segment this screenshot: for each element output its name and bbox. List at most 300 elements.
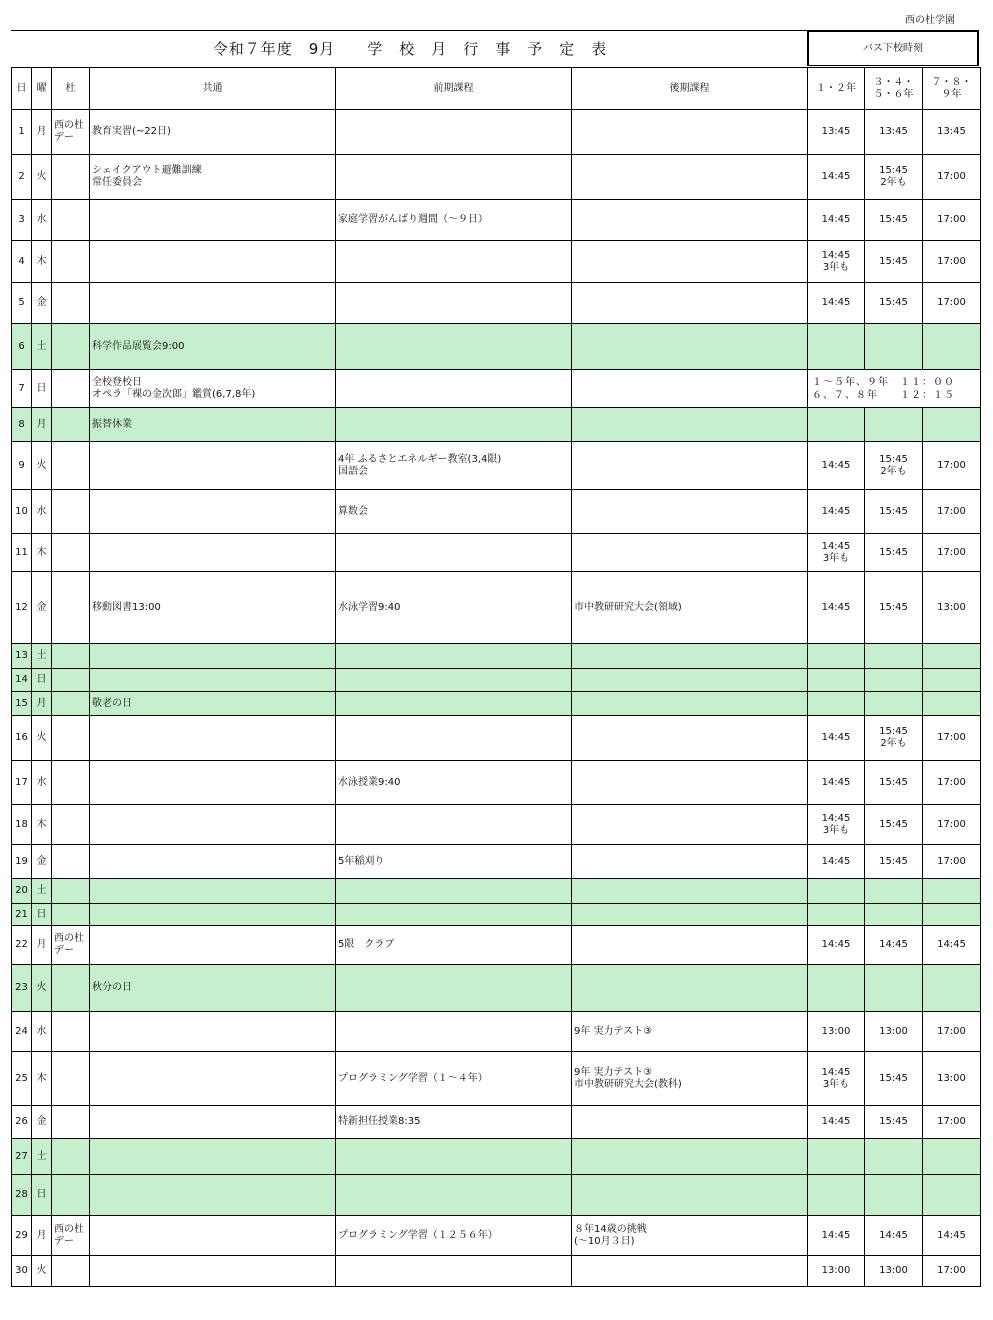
cell-common	[90, 761, 336, 805]
cell-day: 21	[12, 904, 32, 926]
cell-time-grade-1-2	[808, 692, 865, 716]
cell-kouki	[572, 110, 808, 155]
table-row	[12, 1052, 981, 1106]
cell-time-grade-7-9: 17:00	[923, 534, 981, 572]
cell-time-grade-1-2: 14:45	[808, 761, 865, 805]
cell-zenki	[336, 965, 572, 1012]
cell-mori	[52, 879, 90, 904]
cell-time-grade-1-2	[808, 965, 865, 1012]
cell-zenki: 4年 ふるさとエネルギー教室(3,4限) 国語会	[336, 442, 572, 490]
cell-zenki	[336, 904, 572, 926]
cell-kouki	[572, 1175, 808, 1216]
cell-time-grade-3-6: 15:45	[865, 283, 923, 324]
cell-time-grade-7-9: 17:00	[923, 283, 981, 324]
cell-time-grade-7-9: 17:00	[923, 155, 981, 200]
cell-time-grade-1-2: 14:45	[808, 490, 865, 534]
cell-mori	[52, 644, 90, 669]
table-row	[12, 644, 981, 669]
cell-zenki: プログラミング学習（１～４年）	[336, 1052, 572, 1106]
cell-zenki	[336, 1012, 572, 1052]
cell-dow: 月	[32, 110, 52, 155]
cell-mori	[52, 442, 90, 490]
cell-dow: 月	[32, 926, 52, 965]
cell-time-grade-7-9: 17:00	[923, 716, 981, 761]
cell-dow: 水	[32, 1012, 52, 1052]
cell-common: シェイクアウト避難訓練 常任委員会	[90, 155, 336, 200]
cell-day: 15	[12, 692, 32, 716]
col-grade-1-2: １・２年	[808, 68, 865, 110]
cell-dow: 金	[32, 283, 52, 324]
cell-time-grade-3-6: 14:45	[865, 1216, 923, 1256]
schedule-table	[11, 67, 981, 1287]
cell-time-grade-7-9: 17:00	[923, 490, 981, 534]
col-dow: 曜	[32, 68, 52, 110]
cell-time-grade-1-2: 14:45	[808, 572, 865, 644]
cell-dow: 水	[32, 761, 52, 805]
cell-kouki	[572, 669, 808, 692]
cell-common	[90, 716, 336, 761]
cell-common	[90, 1216, 336, 1256]
cell-common	[90, 283, 336, 324]
cell-kouki: ８年14歳の挑戦 (～10月３日)	[572, 1216, 808, 1256]
cell-common	[90, 904, 336, 926]
cell-kouki	[572, 1256, 808, 1287]
cell-time-grade-1-2: 14:45	[808, 442, 865, 490]
cell-common	[90, 1175, 336, 1216]
table-row	[12, 110, 981, 155]
cell-time-grade-7-9	[923, 965, 981, 1012]
cell-common	[90, 534, 336, 572]
cell-common	[90, 1256, 336, 1287]
table-row	[12, 761, 981, 805]
cell-common	[90, 644, 336, 669]
cell-common	[90, 490, 336, 534]
cell-dow: 火	[32, 442, 52, 490]
cell-time-grade-3-6: 14:45	[865, 926, 923, 965]
cell-day: 22	[12, 926, 32, 965]
cell-kouki	[572, 761, 808, 805]
cell-common	[90, 669, 336, 692]
cell-time-grade-1-2	[808, 1175, 865, 1216]
cell-day: 25	[12, 1052, 32, 1106]
cell-common	[90, 200, 336, 241]
cell-time-grade-3-6	[865, 1139, 923, 1175]
cell-time-grade-3-6	[865, 879, 923, 904]
cell-day: 29	[12, 1216, 32, 1256]
table-row	[12, 926, 981, 965]
cell-day: 14	[12, 669, 32, 692]
cell-kouki	[572, 200, 808, 241]
cell-time-grade-3-6: 15:45 2年も	[865, 442, 923, 490]
cell-zenki: プログラミング学習（１２５６年）	[336, 1216, 572, 1256]
cell-bus-time: １～５年、９年 １１：００ ６、７、８年 １２：１５	[808, 370, 981, 408]
cell-mori	[52, 324, 90, 370]
cell-mori	[52, 534, 90, 572]
cell-dow: 火	[32, 716, 52, 761]
cell-day: 6	[12, 324, 32, 370]
cell-zenki	[336, 155, 572, 200]
cell-time-grade-1-2: 14:45	[808, 1106, 865, 1139]
cell-zenki: 家庭学習がんばり週間（～９日）	[336, 200, 572, 241]
cell-time-grade-7-9	[923, 879, 981, 904]
cell-common	[90, 1012, 336, 1052]
cell-time-grade-7-9: 13:00	[923, 1052, 981, 1106]
cell-time-grade-3-6: 15:45	[865, 200, 923, 241]
bus-time-header: バス下校時刻	[807, 30, 979, 66]
cell-time-grade-1-2: 14:45	[808, 155, 865, 200]
cell-zenki	[336, 408, 572, 442]
table-row	[12, 1216, 981, 1256]
cell-time-grade-7-9: 17:00	[923, 1012, 981, 1052]
table-row	[12, 1256, 981, 1287]
table-row	[12, 442, 981, 490]
cell-mori	[52, 1012, 90, 1052]
cell-dow: 金	[32, 845, 52, 879]
col-kouki: 後期課程	[572, 68, 808, 110]
cell-kouki	[572, 1106, 808, 1139]
cell-zenki: 特新担任授業8:35	[336, 1106, 572, 1139]
cell-kouki	[572, 805, 808, 845]
cell-common	[90, 241, 336, 283]
cell-kouki	[572, 324, 808, 370]
cell-mori	[52, 490, 90, 534]
cell-day: 26	[12, 1106, 32, 1139]
cell-dow: 火	[32, 155, 52, 200]
cell-dow: 火	[32, 1256, 52, 1287]
cell-time-grade-1-2	[808, 669, 865, 692]
cell-time-grade-3-6: 15:45	[865, 805, 923, 845]
cell-mori	[52, 1052, 90, 1106]
cell-dow: 金	[32, 572, 52, 644]
cell-zenki	[336, 324, 572, 370]
cell-dow: 日	[32, 1175, 52, 1216]
cell-day: 12	[12, 572, 32, 644]
cell-mori	[52, 1256, 90, 1287]
cell-day: 30	[12, 1256, 32, 1287]
cell-kouki	[572, 926, 808, 965]
cell-time-grade-1-2: 14:45 3年も	[808, 805, 865, 845]
table-row	[12, 490, 981, 534]
cell-kouki	[572, 241, 808, 283]
cell-time-grade-3-6: 15:45	[865, 1052, 923, 1106]
cell-time-grade-3-6	[865, 1175, 923, 1216]
cell-common	[90, 805, 336, 845]
cell-zenki	[336, 1139, 572, 1175]
cell-kouki	[572, 845, 808, 879]
cell-dow: 土	[32, 324, 52, 370]
cell-time-grade-7-9	[923, 408, 981, 442]
cell-time-grade-1-2: 14:45	[808, 1216, 865, 1256]
cell-common: 秋分の日	[90, 965, 336, 1012]
cell-dow: 月	[32, 692, 52, 716]
table-row	[12, 879, 981, 904]
cell-common: 振替休業	[90, 408, 336, 442]
cell-time-grade-7-9: 13:45	[923, 110, 981, 155]
cell-time-grade-1-2: 14:45 3年も	[808, 1052, 865, 1106]
page-title: 令和７年度 9月 学 校 月 行 事 予 定 表	[212, 40, 608, 58]
cell-time-grade-7-9: 17:00	[923, 845, 981, 879]
cell-dow: 日	[32, 669, 52, 692]
cell-day: 9	[12, 442, 32, 490]
cell-day: 27	[12, 1139, 32, 1175]
cell-time-grade-1-2: 13:00	[808, 1256, 865, 1287]
cell-kouki	[572, 879, 808, 904]
cell-mori	[52, 200, 90, 241]
table-row	[12, 716, 981, 761]
cell-time-grade-7-9: 17:00	[923, 442, 981, 490]
cell-time-grade-1-2	[808, 644, 865, 669]
col-grade-7-9: ７・８・ ９年	[923, 68, 981, 110]
cell-day: 5	[12, 283, 32, 324]
cell-mori: 西の杜 デー	[52, 1216, 90, 1256]
col-grade-3-6: ３・４・ ５・６年	[865, 68, 923, 110]
cell-zenki: 水泳学習9:40	[336, 572, 572, 644]
cell-time-grade-7-9: 17:00	[923, 1106, 981, 1139]
col-day: 日	[12, 68, 32, 110]
cell-mori: 西の杜 デー	[52, 110, 90, 155]
cell-dow: 日	[32, 904, 52, 926]
cell-common	[90, 1052, 336, 1106]
cell-common: 移動図書13:00	[90, 572, 336, 644]
cell-time-grade-7-9: 17:00	[923, 241, 981, 283]
cell-mori	[52, 1106, 90, 1139]
cell-day: 1	[12, 110, 32, 155]
cell-time-grade-3-6	[865, 644, 923, 669]
cell-day: 4	[12, 241, 32, 283]
cell-zenki: 算数会	[336, 490, 572, 534]
cell-mori	[52, 805, 90, 845]
cell-time-grade-3-6: 13:00	[865, 1256, 923, 1287]
cell-time-grade-1-2: 14:45	[808, 926, 865, 965]
cell-day: 23	[12, 965, 32, 1012]
cell-zenki	[336, 1175, 572, 1216]
cell-time-grade-1-2: 14:45	[808, 200, 865, 241]
cell-time-grade-7-9: 14:45	[923, 1216, 981, 1256]
table-row	[12, 408, 981, 442]
cell-time-grade-1-2	[808, 904, 865, 926]
table-row	[12, 324, 981, 370]
cell-time-grade-3-6: 15:45	[865, 241, 923, 283]
cell-zenki	[336, 283, 572, 324]
cell-time-grade-3-6	[865, 408, 923, 442]
col-common: 共通	[90, 68, 336, 110]
cell-time-grade-1-2: 14:45 3年も	[808, 534, 865, 572]
cell-common: 敬老の日	[90, 692, 336, 716]
cell-kouki	[572, 534, 808, 572]
cell-mori	[52, 669, 90, 692]
cell-time-grade-7-9: 14:45	[923, 926, 981, 965]
cell-time-grade-7-9	[923, 1175, 981, 1216]
cell-time-grade-3-6: 13:00	[865, 1012, 923, 1052]
cell-time-grade-7-9: 17:00	[923, 200, 981, 241]
table-row	[12, 1175, 981, 1216]
table-row	[12, 200, 981, 241]
cell-zenki	[336, 534, 572, 572]
cell-kouki	[572, 965, 808, 1012]
cell-dow: 木	[32, 1052, 52, 1106]
cell-time-grade-7-9	[923, 644, 981, 669]
cell-zenki	[336, 692, 572, 716]
cell-time-grade-3-6	[865, 669, 923, 692]
cell-dow: 火	[32, 965, 52, 1012]
cell-day: 2	[12, 155, 32, 200]
cell-kouki: 9年 実力テスト③ 市中教研研究大会(教科)	[572, 1052, 808, 1106]
cell-day: 16	[12, 716, 32, 761]
cell-dow: 水	[32, 490, 52, 534]
cell-dow: 月	[32, 408, 52, 442]
cell-time-grade-7-9: 13:00	[923, 572, 981, 644]
cell-time-grade-1-2	[808, 408, 865, 442]
cell-time-grade-3-6	[865, 324, 923, 370]
cell-mori	[52, 1175, 90, 1216]
cell-common	[90, 926, 336, 965]
cell-mori	[52, 155, 90, 200]
cell-time-grade-1-2: 14:45	[808, 845, 865, 879]
table-row	[12, 1106, 981, 1139]
cell-kouki	[572, 716, 808, 761]
cell-dow: 日	[32, 370, 52, 408]
table-row	[12, 1012, 981, 1052]
cell-time-grade-3-6: 13:45	[865, 110, 923, 155]
table-row	[12, 241, 981, 283]
cell-dow: 木	[32, 241, 52, 283]
cell-day: 3	[12, 200, 32, 241]
cell-time-grade-7-9	[923, 1139, 981, 1175]
cell-mori	[52, 408, 90, 442]
cell-common: 科学作品展覧会9:00	[90, 324, 336, 370]
cell-dow: 土	[32, 1139, 52, 1175]
cell-time-grade-1-2: 13:00	[808, 1012, 865, 1052]
cell-time-grade-1-2	[808, 879, 865, 904]
cell-time-grade-1-2: 13:45	[808, 110, 865, 155]
cell-day: 7	[12, 370, 32, 408]
cell-day: 10	[12, 490, 32, 534]
table-row	[12, 965, 981, 1012]
cell-time-grade-3-6: 15:45	[865, 845, 923, 879]
cell-time-grade-7-9	[923, 669, 981, 692]
cell-mori	[52, 283, 90, 324]
table-row	[12, 692, 981, 716]
cell-mori: 西の杜 デー	[52, 926, 90, 965]
cell-zenki: 5限 クラブ	[336, 926, 572, 965]
cell-dow: 土	[32, 879, 52, 904]
cell-day: 24	[12, 1012, 32, 1052]
cell-time-grade-3-6: 15:45	[865, 572, 923, 644]
table-row	[12, 534, 981, 572]
cell-common	[90, 845, 336, 879]
cell-time-grade-7-9: 17:00	[923, 805, 981, 845]
cell-kouki	[572, 904, 808, 926]
table-row	[12, 1139, 981, 1175]
cell-zenki	[336, 370, 572, 408]
school-name: 西の杜学園	[905, 15, 955, 26]
cell-zenki	[336, 1256, 572, 1287]
cell-time-grade-1-2	[808, 1139, 865, 1175]
cell-time-grade-7-9	[923, 692, 981, 716]
cell-time-grade-1-2: 14:45 3年も	[808, 241, 865, 283]
cell-time-grade-3-6	[865, 904, 923, 926]
table-row	[12, 669, 981, 692]
table-row	[12, 370, 981, 408]
cell-common: 全校登校日 オペラ「裸の金次郎」鑑賞(6,7,8年)	[90, 370, 336, 408]
cell-time-grade-3-6	[865, 965, 923, 1012]
cell-mori	[52, 241, 90, 283]
cell-zenki	[336, 879, 572, 904]
cell-mori	[52, 761, 90, 805]
cell-kouki	[572, 692, 808, 716]
cell-kouki	[572, 408, 808, 442]
cell-common	[90, 879, 336, 904]
cell-day: 8	[12, 408, 32, 442]
cell-time-grade-3-6: 15:45	[865, 490, 923, 534]
cell-dow: 木	[32, 805, 52, 845]
cell-time-grade-7-9: 17:00	[923, 1256, 981, 1287]
cell-mori	[52, 904, 90, 926]
cell-mori	[52, 370, 90, 408]
cell-dow: 土	[32, 644, 52, 669]
cell-time-grade-3-6	[865, 692, 923, 716]
cell-time-grade-3-6: 15:45	[865, 761, 923, 805]
table-row	[12, 283, 981, 324]
cell-zenki: 水泳授業9:40	[336, 761, 572, 805]
cell-day: 19	[12, 845, 32, 879]
cell-time-grade-3-6: 15:45	[865, 1106, 923, 1139]
cell-day: 20	[12, 879, 32, 904]
cell-kouki	[572, 370, 808, 408]
cell-day: 17	[12, 761, 32, 805]
cell-zenki	[336, 110, 572, 155]
cell-dow: 水	[32, 200, 52, 241]
cell-day: 11	[12, 534, 32, 572]
cell-time-grade-1-2: 14:45	[808, 283, 865, 324]
cell-dow: 金	[32, 1106, 52, 1139]
cell-time-grade-3-6: 15:45 2年も	[865, 716, 923, 761]
cell-kouki	[572, 442, 808, 490]
cell-zenki	[336, 805, 572, 845]
cell-mori	[52, 716, 90, 761]
cell-common	[90, 1139, 336, 1175]
cell-mori	[52, 692, 90, 716]
col-zenki: 前期課程	[336, 68, 572, 110]
cell-zenki	[336, 241, 572, 283]
cell-zenki: 5年稲刈り	[336, 845, 572, 879]
cell-time-grade-7-9	[923, 324, 981, 370]
cell-mori	[52, 965, 90, 1012]
cell-zenki	[336, 644, 572, 669]
table-row	[12, 155, 981, 200]
cell-time-grade-7-9: 17:00	[923, 761, 981, 805]
cell-zenki	[336, 716, 572, 761]
cell-kouki	[572, 490, 808, 534]
table-row	[12, 572, 981, 644]
cell-day: 18	[12, 805, 32, 845]
cell-mori	[52, 1139, 90, 1175]
cell-time-grade-1-2	[808, 324, 865, 370]
table-row	[12, 845, 981, 879]
table-row	[12, 904, 981, 926]
cell-time-grade-3-6: 15:45	[865, 534, 923, 572]
title-row	[11, 30, 809, 68]
cell-time-grade-1-2: 14:45	[808, 716, 865, 761]
header-row	[12, 68, 981, 110]
cell-kouki	[572, 155, 808, 200]
cell-common	[90, 1106, 336, 1139]
cell-dow: 月	[32, 1216, 52, 1256]
cell-common	[90, 442, 336, 490]
cell-day: 28	[12, 1175, 32, 1216]
cell-time-grade-3-6: 15:45 2年も	[865, 155, 923, 200]
cell-kouki	[572, 1139, 808, 1175]
